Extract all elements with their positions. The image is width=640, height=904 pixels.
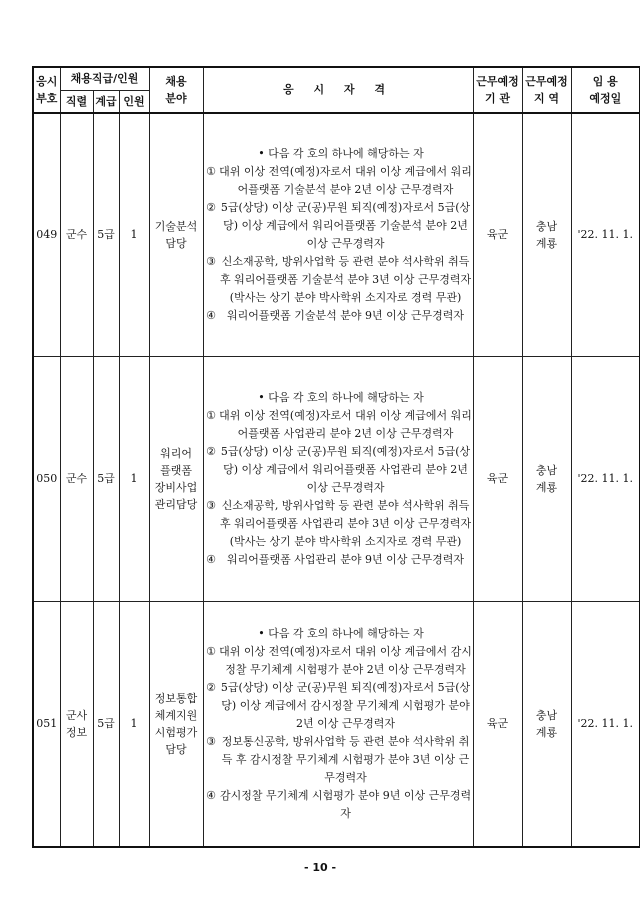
qualification-item: ④ 감시정찰 무기체계 시험평가 분야 9년 이상 근무경력자 <box>206 788 472 820</box>
grade: 5급 <box>93 356 119 601</box>
exam-no: 050 <box>33 356 60 601</box>
qualification-item: ② 5급(상당) 이상 군(공)무원 퇴직(예정)자로서 5급(상당) 이상 계급에서 감시정찰 무기체계 시험평가 분야 2년 이상 근무경력자 <box>206 680 471 730</box>
recruitment-table <box>32 66 640 848</box>
header-field: 채용 분야 <box>149 67 203 113</box>
location: 충남 계룡 <box>522 601 571 847</box>
agency: 육군 <box>473 356 522 601</box>
agency: 육군 <box>473 113 522 356</box>
table-row <box>33 601 640 847</box>
header-qualifications: 응 시 자 격 <box>203 67 473 113</box>
exam-no: 051 <box>33 601 60 847</box>
qualifications <box>203 113 473 356</box>
qualification-item: ② 5급(상당) 이상 군(공)무원 퇴직(예정)자로서 5급(상당) 이상 계급에서 워리어플랫폼 기술분석 분야 2년 이상 근무경력자 <box>206 200 471 250</box>
header-series: 직렬 <box>60 91 93 114</box>
header-count: 인원 <box>119 91 149 114</box>
series: 군수 <box>60 113 93 356</box>
grade: 5급 <box>93 601 119 847</box>
header-position-group: 채용직급/인원 <box>60 67 149 91</box>
qualification-item: ② 5급(상당) 이상 군(공)무원 퇴직(예정)자로서 5급(상당) 이상 계급에서 워리어플랫폼 사업관리 분야 2년 이상 근무경력자 <box>206 444 471 494</box>
qualification-item: ① 대위 이상 전역(예정)자로서 대위 이상 계급에서 워리어플랫폼 사업관리 분야 2년 이상 근무경력자 <box>206 408 472 440</box>
qualification-item: ④ 워리어플랫폼 사업관리 분야 9년 이상 근무경력자 <box>206 552 465 566</box>
appoint-date: '22. 11. 1. <box>571 113 640 356</box>
series: 군수 <box>60 356 93 601</box>
qualification-item: ④ 워리어플랫폼 기술분석 분야 9년 이상 근무경력자 <box>206 308 465 322</box>
header-exam-no: 응시 부호 <box>33 67 60 113</box>
table-row <box>33 356 640 601</box>
header-appoint-date: 임 용 예정일 <box>571 67 640 113</box>
series: 군사 정보 <box>60 601 93 847</box>
field: 워리어 플랫폼 장비사업 관리담당 <box>149 356 203 601</box>
location: 충남 계룡 <box>522 113 571 356</box>
location: 충남 계룡 <box>522 356 571 601</box>
header-grade: 계급 <box>93 91 119 114</box>
count: 1 <box>119 356 149 601</box>
appoint-date: '22. 11. 1. <box>571 356 640 601</box>
qualifications <box>203 601 473 847</box>
qualification-item: ① 대위 이상 전역(예정)자로서 대위 이상 계급에서 감시정찰 무기체계 시험평가 분야 2년 이상 근무경력자 <box>206 644 472 676</box>
agency: 육군 <box>473 601 522 847</box>
qualifications-intro: • 다음 각 호의 하나에 해당하는 자 <box>258 390 424 404</box>
count: 1 <box>119 113 149 356</box>
qualifications-intro: • 다음 각 호의 하나에 해당하는 자 <box>258 626 424 640</box>
field: 정보통합 체계지원 시험평가 담당 <box>149 601 203 847</box>
exam-no: 049 <box>33 113 60 356</box>
table-header <box>33 67 640 113</box>
appoint-date: '22. 11. 1. <box>571 601 640 847</box>
count: 1 <box>119 601 149 847</box>
field: 기술분석 담당 <box>149 113 203 356</box>
qualification-item: ③ 정보통신공학, 방위사업학 등 관련 분야 석사학위 취득 후 감시정찰 무기체계 시험평가 분야 3년 이상 근무경력자 <box>206 734 470 784</box>
qualification-item: ③ 신소재공학, 방위사업학 등 관련 분야 석사학위 취득 후 워리어플랫폼 사업관리 분야 3년 이상 근무경력자(박사는 상기 분야 박사학위 소지자로 경력 무관) <box>206 498 472 548</box>
qualification-item: ③ 신소재공학, 방위사업학 등 관련 분야 석사학위 취득 후 워리어플랫폼 기술분석 분야 3년 이상 근무경력자(박사는 상기 분야 박사학위 소지자로 경력 무관) <box>206 254 472 304</box>
header-location: 근무예정 지 역 <box>522 67 571 113</box>
qualifications-intro: • 다음 각 호의 하나에 해당하는 자 <box>258 146 424 160</box>
qualification-item: ① 대위 이상 전역(예정)자로서 대위 이상 계급에서 워리어플랫폼 기술분석 분야 2년 이상 근무경력자 <box>206 164 472 196</box>
qualifications <box>203 356 473 601</box>
table-row <box>33 113 640 356</box>
header-agency: 근무예정 기 관 <box>473 67 522 113</box>
page-number: - 10 - <box>303 861 337 874</box>
grade: 5급 <box>93 113 119 356</box>
